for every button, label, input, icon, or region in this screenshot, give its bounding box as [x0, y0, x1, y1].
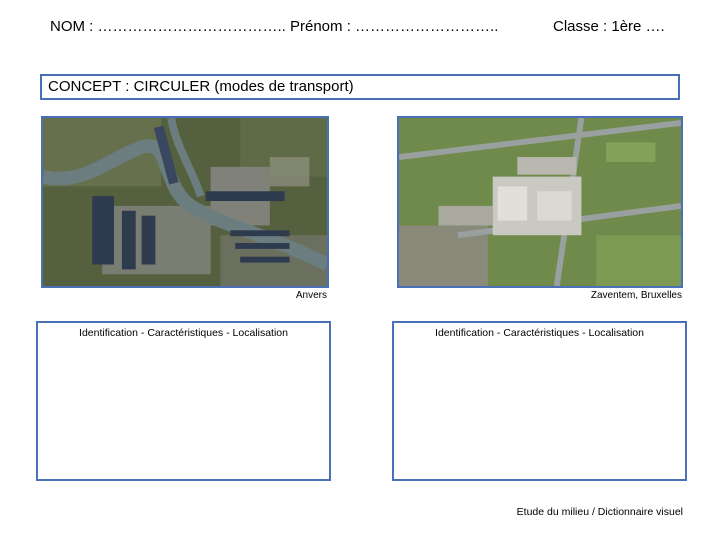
aerial-photo-port-antwerp [41, 116, 329, 288]
answer-box-right[interactable] [392, 321, 687, 481]
answer-box-left[interactable] [36, 321, 331, 481]
answer-box-heading: Identification - Caractéristiques - Localisation [79, 327, 288, 339]
airport-aerial-image [399, 118, 681, 286]
class-field: Classe : 1ère …. [553, 18, 665, 35]
concept-title: CONCEPT : CIRCULER (modes de transport) [40, 74, 680, 100]
caption-zaventem: Zaventem, Bruxelles [590, 290, 682, 301]
footer-text: Etude du milieu / Dictionnaire visuel [516, 506, 683, 518]
caption-antwerp: Anvers [295, 290, 327, 301]
port-aerial-image [43, 118, 327, 286]
answer-box-heading: Identification - Caractéristiques - Localisation [435, 327, 644, 339]
name-fields: NOM : ……………………………….. Prénom : ……………………….. [50, 18, 499, 35]
aerial-photo-airport-zaventem [397, 116, 683, 288]
